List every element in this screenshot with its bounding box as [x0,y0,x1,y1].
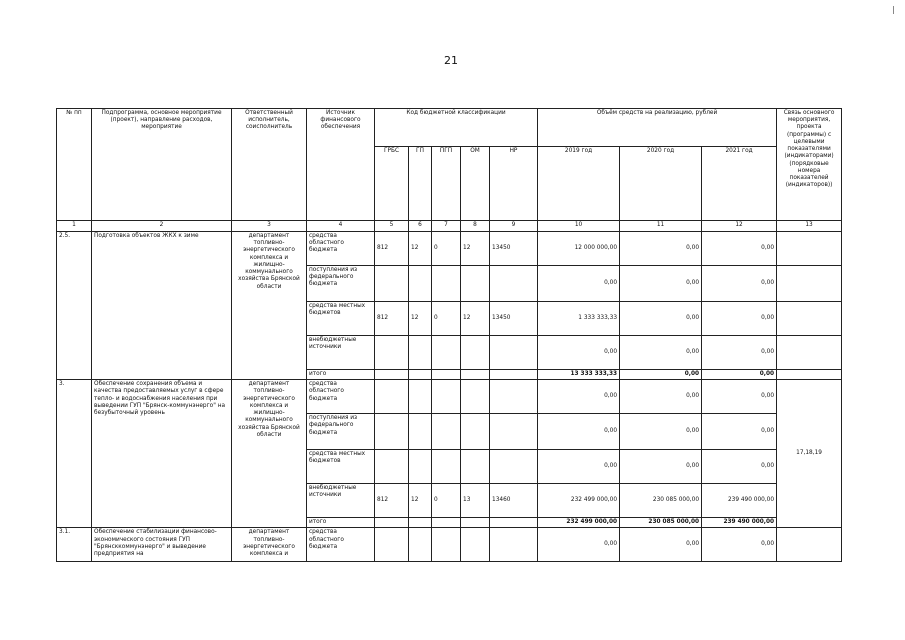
total-2020: 0,00 [620,370,702,380]
code-grbs [375,450,409,484]
value-2021: 0,00 [702,266,777,302]
responsible-executor: департамент топливно-энергетического комплекса и [232,528,307,562]
funding-source: средства местных бюджетов [307,450,375,484]
value-2019: 0,00 [538,380,620,414]
value-2020: 0,00 [620,414,702,450]
col-number: 8 [461,221,490,232]
code-grbs: 812 [375,232,409,266]
value-2021: 0,00 [702,302,777,336]
responsible-executor: департамент топливно-энергетического комплекса и жилищно-коммунального хозяйства Брянской области [232,232,307,380]
code-grbs [375,336,409,370]
value-2020: 230 085 000,00 [620,484,702,518]
header-budget-code: Код бюджетной классификации [375,109,538,147]
row-number: 3. [57,380,92,528]
code-pgp: 0 [432,302,461,336]
header-code-nr: НР [490,147,538,221]
indicator-link [777,370,842,380]
col-number: 3 [232,221,307,232]
total-label: итого [307,370,375,380]
header-volume: Объём средств на реализацию, рублей [538,109,777,147]
header-code-om: ОМ [461,147,490,221]
col-number: 9 [490,221,538,232]
code-grbs: 812 [375,302,409,336]
col-number: 12 [702,221,777,232]
header-year-2019: 2019 год [538,147,620,221]
indicator-link [777,302,842,336]
code-nr [490,380,538,414]
header-year-2021: 2021 год [702,147,777,221]
value-2019: 1 333 333,33 [538,302,620,336]
col-number: 10 [538,221,620,232]
code-gp [409,450,432,484]
indicator-link [777,336,842,370]
value-2019: 0,00 [538,414,620,450]
funding-source: внебюджетные источники [307,484,375,518]
value-2019: 0,00 [538,528,620,562]
col-number: 6 [409,221,432,232]
funding-source: поступления из федерального бюджета [307,414,375,450]
header-num: № пп [57,109,92,221]
code-om: 12 [461,302,490,336]
header-year-2020: 2020 год [620,147,702,221]
code-om [461,414,490,450]
code-om [461,450,490,484]
header-source: Источник финансового обеспечения [307,109,375,221]
total-2021: 0,00 [702,370,777,380]
code-gp: 12 [409,302,432,336]
value-2020: 0,00 [620,380,702,414]
col-number: 13 [777,221,842,232]
col-number: 1 [57,221,92,232]
value-2021: 0,00 [702,528,777,562]
code-nr [490,450,538,484]
code-gp [409,336,432,370]
code-pgp [432,414,461,450]
value-2020: 0,00 [620,266,702,302]
page-number: 21 [444,54,458,67]
indicator-link: 17,18,19 [777,380,842,528]
code-nr: 13450 [490,232,538,266]
header-responsible: Ответственный исполнитель, соисполнитель [232,109,307,221]
header-code-gp: ГП [409,147,432,221]
funding-source: средства областного бюджета [307,380,375,414]
value-2020: 0,00 [620,336,702,370]
code-gp [409,266,432,302]
code-om: 13 [461,484,490,518]
funding-source: средства областного бюджета [307,528,375,562]
measure-name: Обеспечение сохранения объема и качества предоставляемых услуг в сфере тепло- и водоснабжения населения при выведении ГУП "Брянск-коммунэнерго" на безубыточный уровень [92,380,232,528]
value-2019: 12 000 000,00 [538,232,620,266]
corner-mark [893,6,894,14]
header-link: Связь основного мероприятия, проекта (программы) с целевыми показателями (индикаторами) (порядковые номера показателей (индикаторов)) [777,109,842,221]
col-number: 11 [620,221,702,232]
value-2021: 0,00 [702,414,777,450]
value-2020: 0,00 [620,528,702,562]
value-2020: 0,00 [620,232,702,266]
col-number: 7 [432,221,461,232]
header-code-pgp: ПГП [432,147,461,221]
col-number: 2 [92,221,232,232]
indicator-link [777,266,842,302]
code-nr: 13460 [490,484,538,518]
code-nr [490,266,538,302]
responsible-executor: департамент топливно-энергетического комплекса и жилищно-коммунального хозяйства Брянской области [232,380,307,528]
code-gp: 12 [409,484,432,518]
measure-name: Обеспечение стабилизации финансово-экономического состояния ГУП "Брянсккоммунэнерго" и выведение предприятия на [92,528,232,562]
total-2021: 239 490 000,00 [702,518,777,528]
code-grbs [375,266,409,302]
code-pgp [432,266,461,302]
total-2020: 230 085 000,00 [620,518,702,528]
value-2019: 0,00 [538,450,620,484]
budget-table [56,108,842,562]
code-nr [490,414,538,450]
code-om [461,336,490,370]
code-om [461,266,490,302]
code-om [461,380,490,414]
header-code-grbs: ГРБС [375,147,409,221]
value-2021: 0,00 [702,380,777,414]
funding-source: средства местных бюджетов [307,302,375,336]
value-2021: 239 490 000,00 [702,484,777,518]
value-2021: 0,00 [702,336,777,370]
value-2021: 0,00 [702,450,777,484]
code-om: 12 [461,232,490,266]
total-label: итого [307,518,375,528]
code-pgp: 0 [432,232,461,266]
value-2019: 0,00 [538,266,620,302]
code-pgp: 0 [432,484,461,518]
code-gp: 12 [409,232,432,266]
value-2021: 0,00 [702,232,777,266]
code-gp [409,414,432,450]
code-grbs [375,380,409,414]
row-number: 3.1. [57,528,92,562]
funding-source: средства областного бюджета [307,232,375,266]
col-number: 5 [375,221,409,232]
value-2019: 232 499 000,00 [538,484,620,518]
code-gp [409,380,432,414]
value-2020: 0,00 [620,302,702,336]
code-pgp [432,336,461,370]
funding-source: внебюджетные источники [307,336,375,370]
indicator-link [777,232,842,266]
total-2019: 232 499 000,00 [538,518,620,528]
measure-name: Подготовка объектов ЖКХ к зиме [92,232,232,380]
header-subprogram: Подпрограмма, основное мероприятие (проект), направление расходов, мероприятие [92,109,232,221]
code-pgp [432,380,461,414]
total-2019: 13 333 333,33 [538,370,620,380]
code-pgp [432,450,461,484]
funding-source: поступления из федерального бюджета [307,266,375,302]
value-2019: 0,00 [538,336,620,370]
code-grbs [375,414,409,450]
code-nr: 13450 [490,302,538,336]
col-number: 4 [307,221,375,232]
code-grbs: 812 [375,484,409,518]
code-nr [490,336,538,370]
value-2020: 0,00 [620,450,702,484]
indicator-link [777,528,842,562]
row-number: 2.5. [57,232,92,380]
